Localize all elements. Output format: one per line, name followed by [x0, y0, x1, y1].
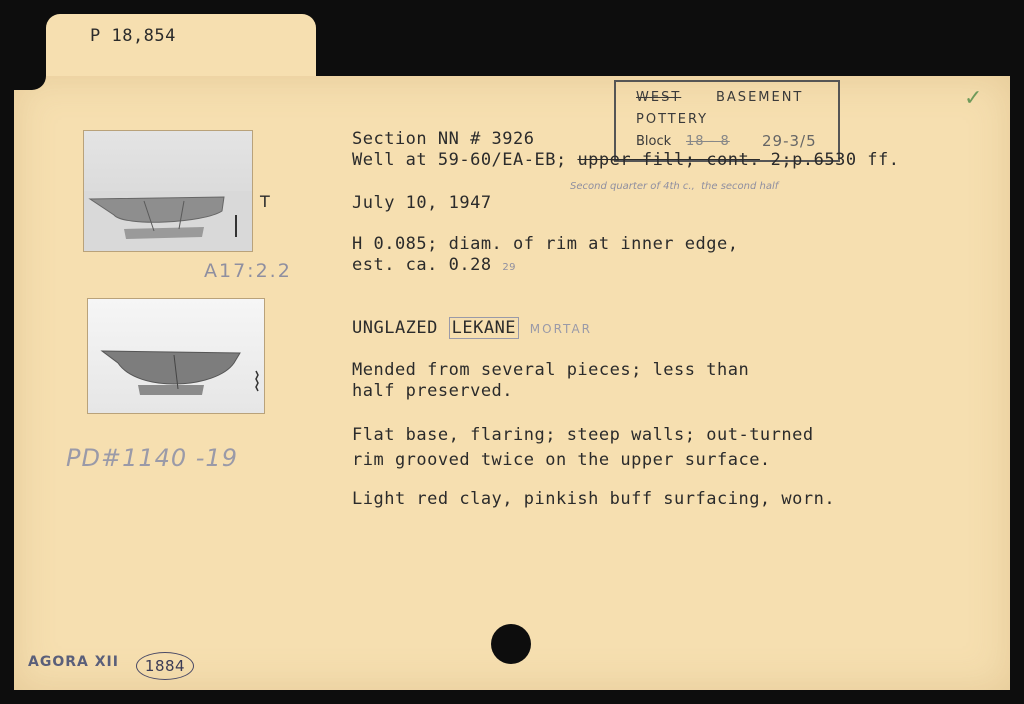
date-line: July 10, 1947	[352, 193, 492, 213]
agora-number: 1884	[136, 652, 194, 680]
dimension-value: est. ca. 0.28	[352, 255, 492, 275]
bowl-photo-2	[88, 299, 264, 413]
punch-hole	[491, 624, 531, 664]
hand-note-pd: PD#1140 -19	[66, 444, 238, 472]
stamp-block-struck: 18 - 8	[686, 134, 730, 149]
description-3: Light red clay, pinkish buff surfacing, worn.	[352, 489, 836, 509]
stamp-struck-word: WEST	[636, 90, 682, 105]
accession-number: P 18,854	[90, 26, 176, 46]
object-title	[352, 318, 592, 338]
section-line: Section NN # 3926	[352, 129, 535, 149]
photo-profile-view	[87, 298, 265, 414]
bowl-photo-1	[84, 131, 252, 251]
dimension-hand-note: 29	[502, 262, 517, 273]
description-1-line-2: half preserved.	[352, 381, 514, 401]
hand-date-note: Second quarter of 4th c., the second half	[570, 181, 779, 192]
stamp-block-hand: 29-3/5	[762, 132, 817, 150]
well-prefix: Well at 59-60/EA-EB;	[352, 150, 578, 170]
description-2-line-2: rim grooved twice on the upper surface.	[352, 450, 771, 470]
dimension-line-2	[352, 255, 516, 275]
agora-label: AGORA XII	[28, 654, 119, 670]
stamp-block-label: Block	[636, 134, 672, 149]
description-1-line-1: Mended from several pieces; less than	[352, 360, 750, 380]
checkmark-icon: ✓	[964, 86, 983, 111]
well-line	[352, 150, 900, 170]
photo-label: T	[260, 192, 271, 211]
well-suffix: 2;p.6530 ff.	[759, 150, 900, 170]
title-boxed: LEKANE	[449, 317, 519, 339]
photo-side-view	[83, 130, 253, 252]
stamp-line2: POTTERY	[636, 112, 709, 127]
title-hand-note: MORTAR	[529, 322, 593, 336]
stamp-line1: BASEMENT	[716, 90, 804, 105]
well-struck: upper fill; cont.	[577, 150, 760, 170]
hand-note-a: A17:2.2	[204, 260, 292, 282]
description-2-line-1: Flat base, flaring; steep walls; out-turned	[352, 425, 814, 445]
title-plain: UNGLAZED	[352, 318, 449, 338]
dimension-line-1: H 0.085; diam. of rim at inner edge,	[352, 234, 739, 254]
